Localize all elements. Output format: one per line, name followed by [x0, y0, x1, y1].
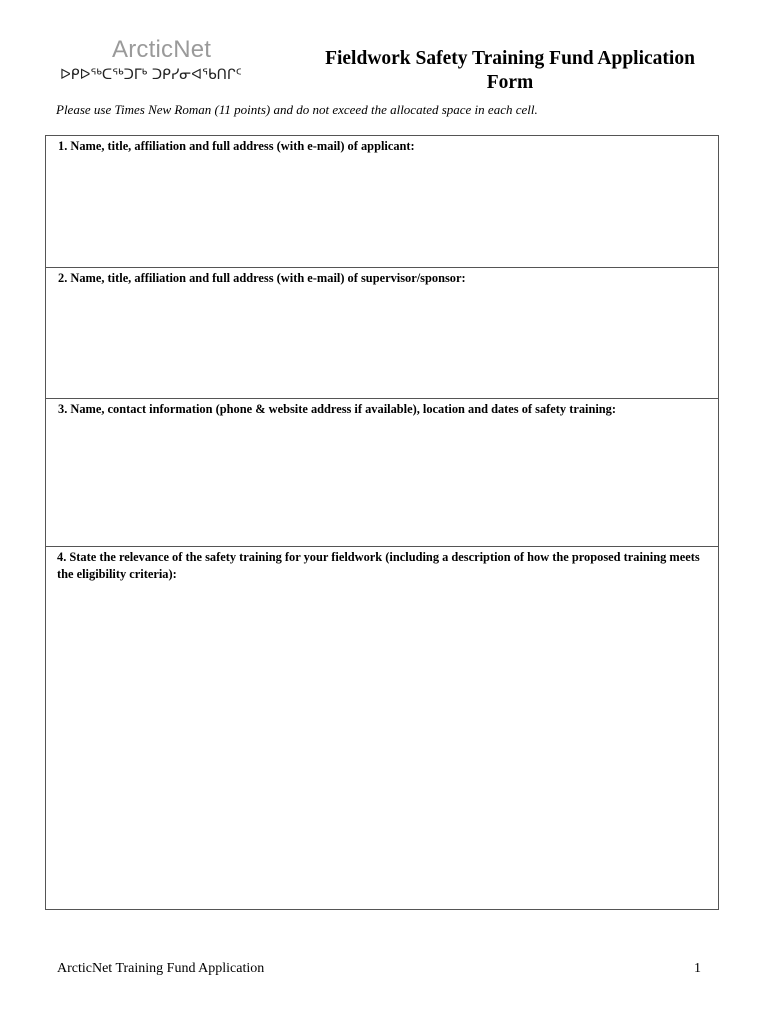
- page-number: 1: [694, 961, 701, 976]
- form-instructions: Please use Times New Roman (11 points) and do not exceed the allocated space in each cell.: [56, 102, 538, 117]
- logo-syllabics: ᐅᑭᐅᖅᑕᖅᑐᒥᒃ ᑐᑭᓯᓂᐊᖃᑎᒋᑦ: [60, 67, 242, 83]
- footer-document-title: ArcticNet Training Fund Application: [57, 961, 265, 976]
- section-label: 1. Name, title, affiliation and full address (with e-mail) of applicant:: [58, 139, 415, 153]
- arcticnet-logo: [60, 36, 280, 84]
- form-title: Fieldwork Safety Training Fund Application Form: [325, 48, 695, 93]
- training-info-cell[interactable]: [46, 399, 718, 547]
- section-label: 2. Name, title, affiliation and full address (with e-mail) of supervisor/sponsor:: [58, 271, 466, 285]
- applicant-info-cell[interactable]: [46, 136, 718, 268]
- section-label: 3. Name, contact information (phone & website address if available), location and dates of safety training:: [58, 402, 617, 416]
- logo-wordmark: ArcticNet: [112, 36, 212, 63]
- section-label: 4. State the relevance of the safety training for your fieldwork (including a description of how the proposed training meets the eligibility criteria):: [57, 550, 700, 581]
- supervisor-info-cell[interactable]: [46, 268, 718, 399]
- relevance-cell[interactable]: [46, 547, 718, 909]
- application-form-table: [45, 135, 719, 910]
